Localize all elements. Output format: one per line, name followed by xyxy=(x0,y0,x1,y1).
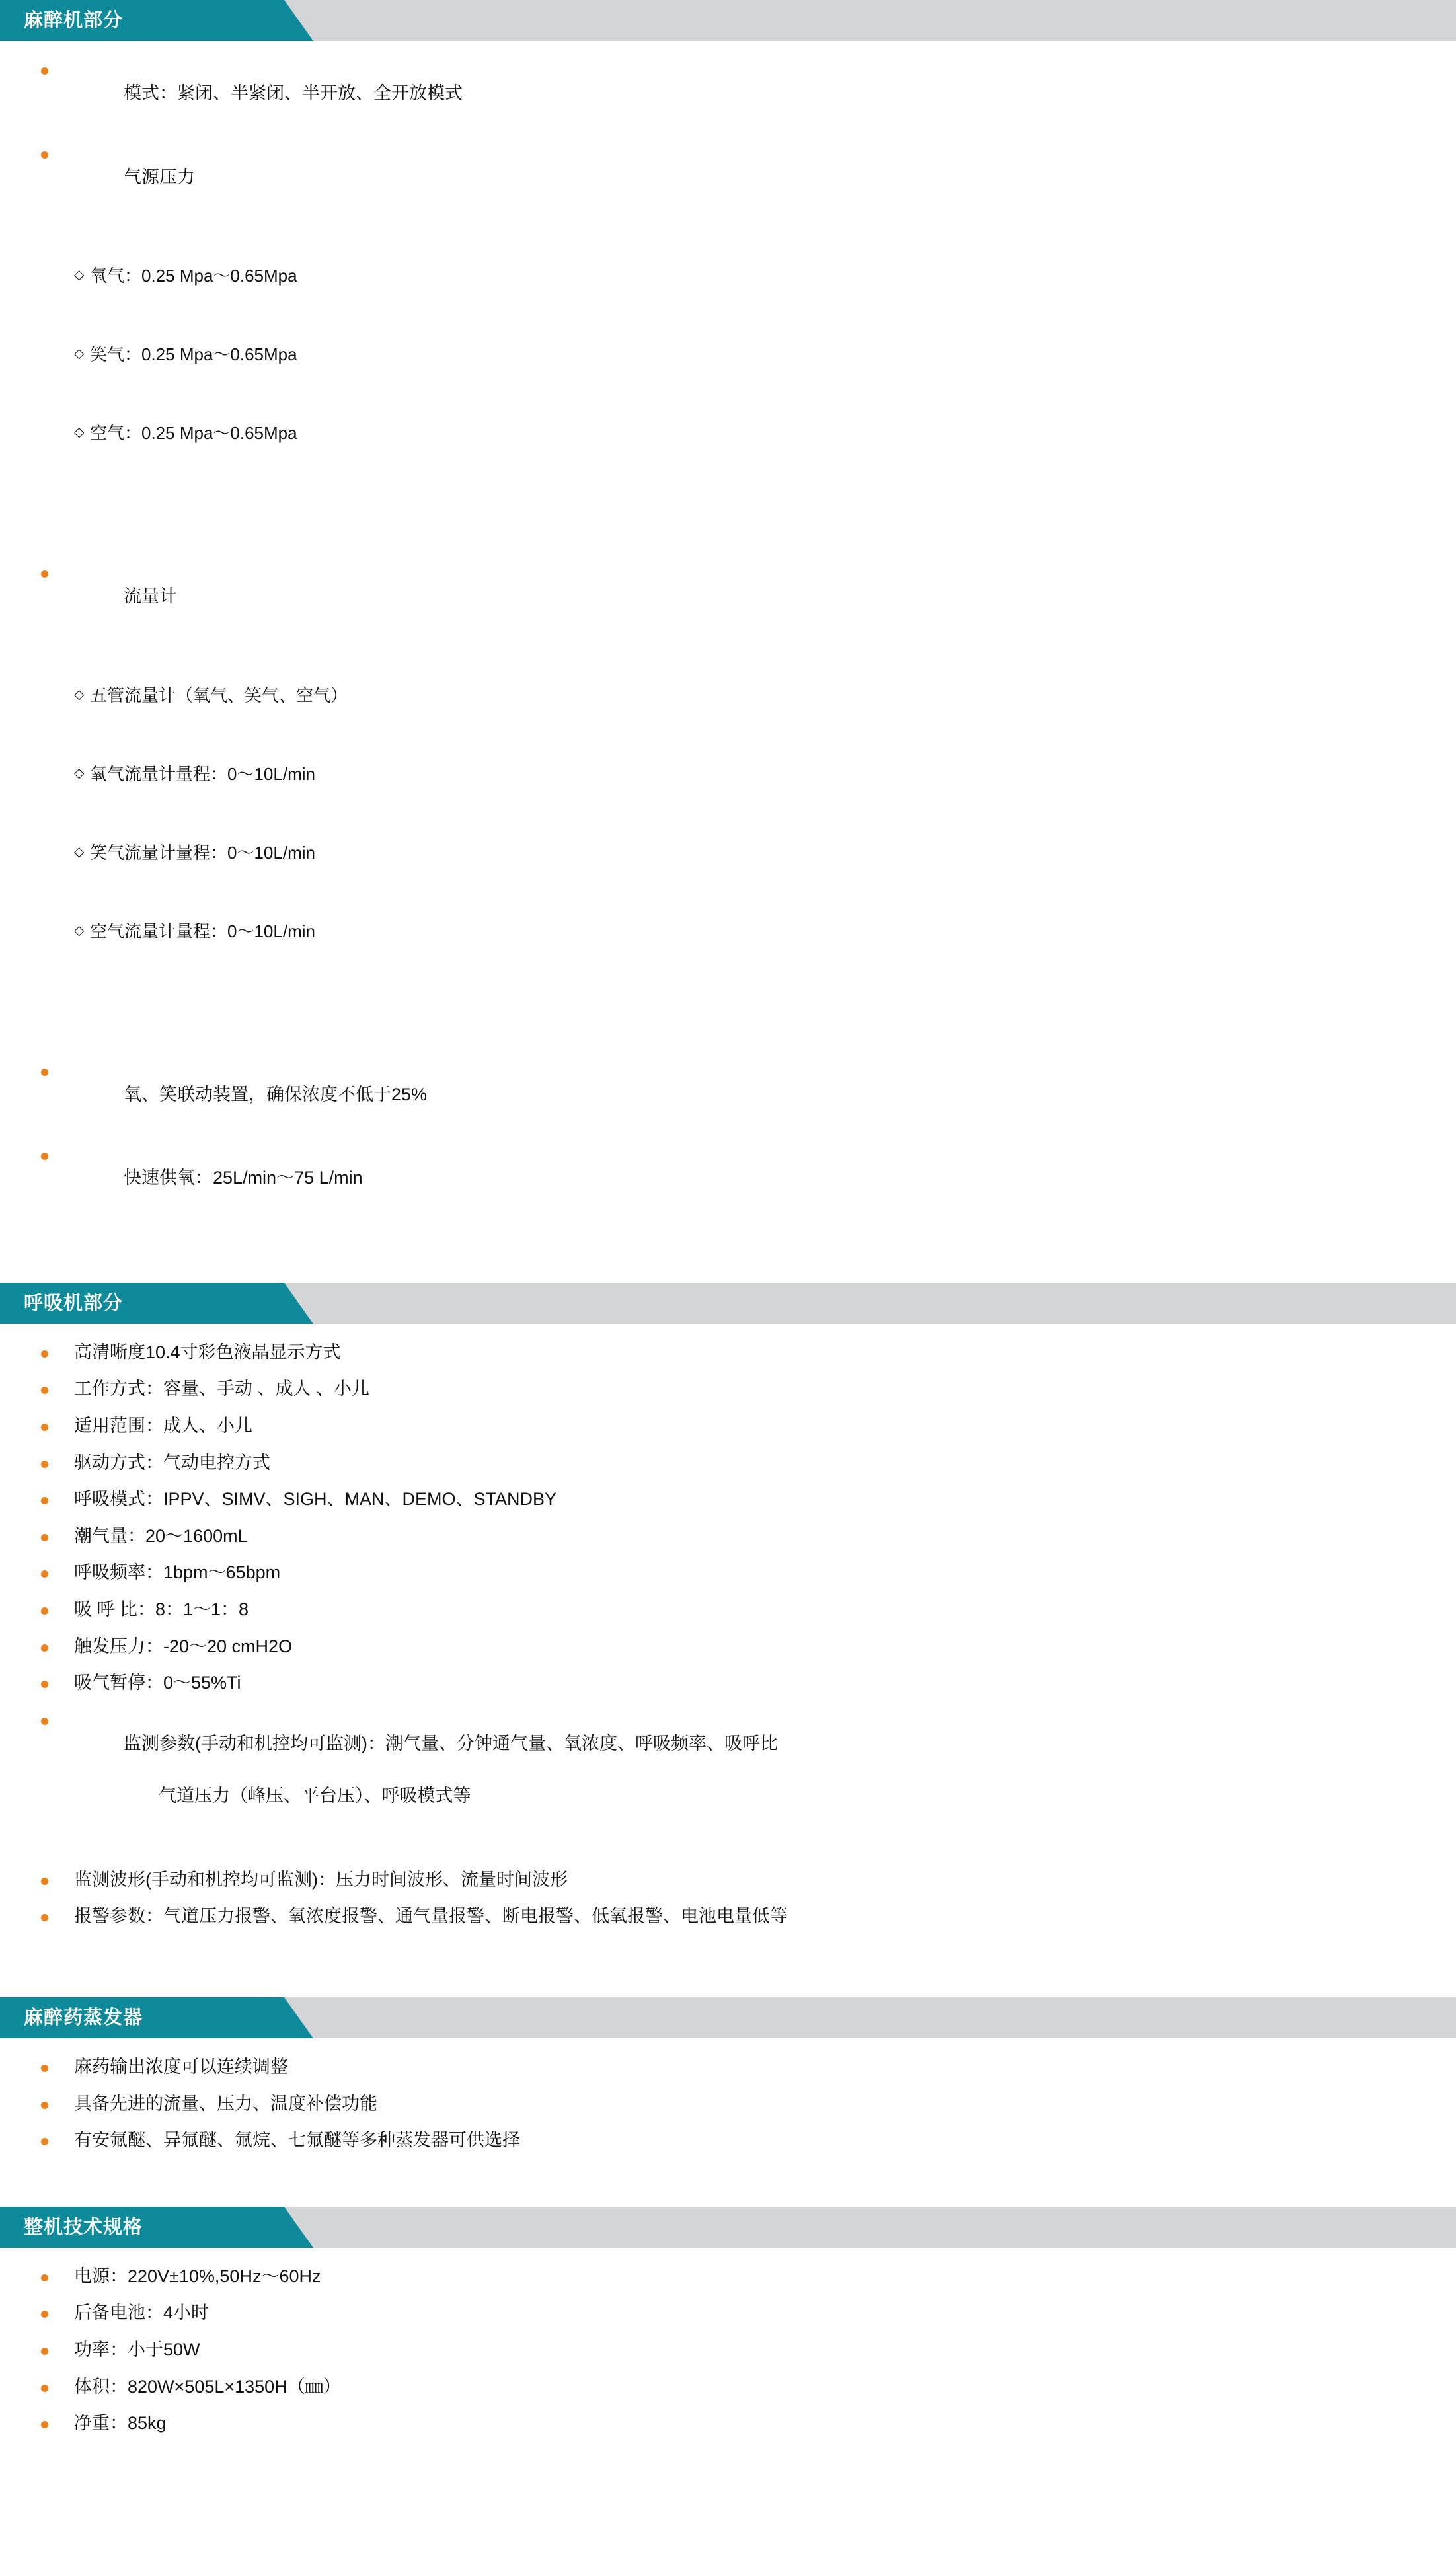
list-item xyxy=(0,1905,1456,1929)
sub-list-item-text: 氧气：0.25 Mpa～0.65Mpa xyxy=(90,266,297,286)
list-item xyxy=(0,561,1456,1046)
list-item xyxy=(0,1143,1456,1214)
list-item-text: 麻药输出浓度可以连续调整 xyxy=(74,2056,288,2077)
spec-list xyxy=(0,2265,1456,2435)
spec-list xyxy=(0,58,1456,1214)
section-title: 麻醉药蒸发器 xyxy=(24,2007,143,2028)
list-item-text: 监测参数(手动和机控均可监测)：潮气量、分钟通气量、氧浓度、呼吸频率、吸呼比 xyxy=(124,1733,778,1753)
section-anesthesia-machine xyxy=(0,0,1456,1244)
section-ventilator xyxy=(0,1283,1456,1959)
list-item-text: 功率：小于50W xyxy=(74,2340,200,2360)
sub-list-item-text: 氧气流量计量程：0～10L/min xyxy=(90,763,315,784)
list-item xyxy=(0,2338,1456,2362)
sub-list-item xyxy=(74,685,1456,707)
section-body xyxy=(0,2248,1456,2466)
section-body xyxy=(0,41,1456,1244)
sub-list-item xyxy=(74,842,1456,864)
list-item xyxy=(0,1635,1456,1659)
list-item-text: 呼吸模式：IPPV、SIMV、SIGH、MAN、DEMO、STANDBY xyxy=(74,1489,557,1510)
list-item-continuation: 气道压力（峰压、平台压）、呼吸模式等 xyxy=(159,1785,471,1806)
list-item-text: 监测波形(手动和机控均可监测)：压力时间波形、流量时间波形 xyxy=(74,1869,568,1890)
list-item-text: 呼吸频率：1bpm～65bpm xyxy=(74,1562,281,1583)
list-item xyxy=(0,1525,1456,1549)
list-item-text: 具备先进的流量、压力、温度补偿功能 xyxy=(74,2093,377,2114)
list-item-text: 有安氟醚、异氟醚、氟烷、七氟醚等多种蒸发器可供选择 xyxy=(74,2130,520,2151)
list-item-text: 适用范围：成人、小儿 xyxy=(74,1415,252,1436)
sub-list-item-text: 笑气流量计量程：0～10L/min xyxy=(90,842,315,862)
page-bottom-space xyxy=(0,2466,1456,2565)
list-item xyxy=(0,58,1456,129)
list-item xyxy=(0,1598,1456,1622)
list-item xyxy=(0,1377,1456,1401)
list-item xyxy=(0,2092,1456,2116)
sub-list-item xyxy=(74,265,1456,287)
list-item xyxy=(0,2129,1456,2153)
list-item xyxy=(0,1488,1456,1512)
list-item-text: 吸 呼 比：8：1～1：8 xyxy=(74,1599,249,1620)
section-title: 整机技术规格 xyxy=(24,2216,143,2238)
section-body xyxy=(0,2038,1456,2183)
list-item xyxy=(0,1671,1456,1695)
section-gap xyxy=(0,1244,1456,1283)
sub-list-item-text: 笑气：0.25 Mpa～0.65Mpa xyxy=(90,344,297,365)
spec-list xyxy=(0,1341,1456,1929)
list-item xyxy=(0,1868,1456,1892)
sub-list-item xyxy=(74,763,1456,786)
list-item xyxy=(0,1451,1456,1475)
section-header-banner xyxy=(0,2207,1456,2248)
section-vaporizer xyxy=(0,1997,1456,2183)
list-item xyxy=(0,1561,1456,1585)
section-body xyxy=(0,1324,1456,1959)
list-item xyxy=(0,1708,1456,1855)
list-item-text: 触发压力：-20～20 cmH2O xyxy=(74,1636,293,1656)
sub-list-item xyxy=(74,422,1456,445)
section-header-banner xyxy=(0,1997,1456,2038)
list-item-text: 净重：85kg xyxy=(74,2413,167,2433)
list-item xyxy=(0,1059,1456,1130)
sub-list-item-text: 五管流量计（氧气、笑气、空气） xyxy=(90,685,348,705)
list-item xyxy=(0,2301,1456,2325)
list-item xyxy=(0,142,1456,549)
list-item-text: 潮气量：20～1600mL xyxy=(74,1525,248,1546)
list-item xyxy=(0,1414,1456,1438)
list-item-text: 体积：820W×505L×1350H（㎜） xyxy=(74,2376,341,2396)
sub-list xyxy=(74,637,1456,999)
sub-list xyxy=(74,218,1456,501)
spec-list xyxy=(0,2055,1456,2153)
list-item-text: 模式：紧闭、半紧闭、半开放、全开放模式 xyxy=(124,83,463,103)
section-header-banner xyxy=(0,0,1456,41)
list-item xyxy=(0,2055,1456,2079)
list-item-text: 气源压力 xyxy=(124,167,196,187)
list-item xyxy=(0,1341,1456,1365)
list-item-text: 后备电池：4小时 xyxy=(74,2303,210,2323)
list-item xyxy=(0,2265,1456,2289)
list-item-text: 氧、笑联动装置，确保浓度不低于25% xyxy=(124,1084,428,1104)
sub-list-item xyxy=(74,344,1456,366)
section-gap xyxy=(0,2183,1456,2207)
sub-list-item-text: 空气流量计量程：0～10L/min xyxy=(90,921,315,941)
section-whole-machine-spec xyxy=(0,2207,1456,2466)
list-item-text: 驱动方式：气动电控方式 xyxy=(74,1452,270,1473)
list-item-text: 工作方式：容量、手动 、成人 、小儿 xyxy=(74,1379,370,1399)
list-item-text: 吸气暂停：0～55%Ti xyxy=(74,1673,241,1693)
list-item xyxy=(0,2412,1456,2435)
list-item-text: 高清晰度10.4寸彩色液晶显示方式 xyxy=(74,1342,341,1362)
section-gap xyxy=(0,1959,1456,1997)
sub-list-item-text: 空气：0.25 Mpa～0.65Mpa xyxy=(90,423,297,443)
list-item-text: 快速供氧：25L/min～75 L/min xyxy=(124,1168,363,1188)
section-header-banner xyxy=(0,1283,1456,1324)
section-title: 麻醉机部分 xyxy=(24,10,124,31)
list-item-text: 报警参数：气道压力报警、氧浓度报警、通气量报警、断电报警、低氧报警、电池电量低等 xyxy=(74,1906,788,1927)
section-title: 呼吸机部分 xyxy=(24,1292,124,1314)
list-item xyxy=(0,2375,1456,2399)
list-item-text: 流量计 xyxy=(124,586,178,607)
list-item-text: 电源：220V±10%,50Hz～60Hz xyxy=(74,2266,321,2286)
sub-list-item xyxy=(74,921,1456,943)
